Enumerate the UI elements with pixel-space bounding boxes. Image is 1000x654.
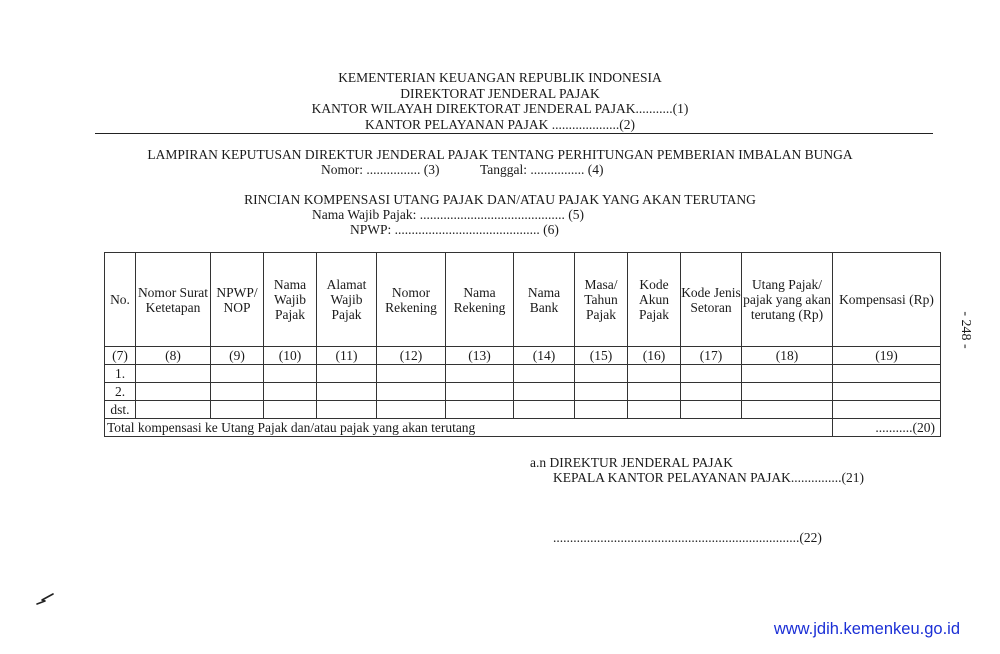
signature-an: a.n DIREKTUR JENDERAL PAJAK [530, 455, 734, 470]
header-ministry: KEMENTERIAN KEUANGAN REPUBLIK INDONESIA [338, 70, 662, 85]
rincian-nama-wp: Nama Wajib Pajak: ........................................... (5) [312, 207, 585, 222]
rincian-title: RINCIAN KOMPENSASI UTANG PAJAK DAN/ATAU PAJAK YANG AKAN TERUTANG [244, 192, 756, 207]
col-header: Alamat Wajib Pajak [317, 253, 377, 347]
lampiran-tanggal: Tanggal: ................ (4) [480, 162, 604, 177]
total-label: Total kompensasi ke Utang Pajak dan/atau pajak yang akan terutang [105, 419, 833, 437]
col-header: Nama Wajib Pajak [264, 253, 317, 347]
pen-mark-icon [36, 592, 54, 606]
website-link[interactable]: www.jdih.kemenkeu.go.id [773, 620, 960, 638]
col-header: Kompensasi (Rp) [833, 253, 941, 347]
col-number: (16) [628, 347, 681, 365]
col-header: NPWP/ NOP [211, 253, 264, 347]
page-number: - 248 - [958, 311, 973, 349]
row-number: 2. [105, 383, 136, 401]
col-header: Masa/ Tahun Pajak [575, 253, 628, 347]
col-number: (18) [742, 347, 833, 365]
header-directorate: DIREKTORAT JENDERAL PAJAK [400, 86, 600, 101]
column-number-row [105, 347, 941, 365]
rincian-table [104, 252, 941, 437]
rincian-npwp: NPWP: ........................................... (6) [350, 222, 559, 237]
col-number: (10) [264, 347, 317, 365]
total-value: ...........(20) [833, 419, 941, 437]
col-number: (8) [136, 347, 211, 365]
col-number: (9) [211, 347, 264, 365]
col-number: (11) [317, 347, 377, 365]
col-header: Nomor Surat Ketetapan [136, 253, 211, 347]
col-number: (17) [681, 347, 742, 365]
signature-kepala: KEPALA KANTOR PELAYANAN PAJAK...............(21) [553, 470, 865, 485]
header-divider [95, 133, 933, 134]
lampiran-title: LAMPIRAN KEPUTUSAN DIREKTUR JENDERAL PAJAK TENTANG PERHITUNGAN PEMBERIAN IMBALAN BUNGA [147, 147, 853, 162]
lampiran-nomor: Nomor: ................ (3) [321, 162, 440, 177]
signature-name: .........................................................................(22) [553, 530, 822, 545]
table-total-row [105, 419, 941, 437]
row-number: dst. [105, 401, 136, 419]
col-header: Nomor Rekening [377, 253, 446, 347]
table-header-row [105, 253, 941, 347]
row-number: 1. [105, 365, 136, 383]
col-number: (12) [377, 347, 446, 365]
col-header: Nama Bank [514, 253, 575, 347]
col-number: (7) [105, 347, 136, 365]
col-header: Nama Rekening [446, 253, 514, 347]
col-header: Kode Akun Pajak [628, 253, 681, 347]
col-number: (19) [833, 347, 941, 365]
col-header: Kode Jenis Setoran [681, 253, 742, 347]
header-tax-office: KANTOR PELAYANAN PAJAK ....................(2) [365, 117, 635, 132]
table-row [105, 365, 941, 383]
col-header: No. [105, 253, 136, 347]
table-row [105, 401, 941, 419]
header-regional-office: KANTOR WILAYAH DIREKTORAT JENDERAL PAJAK...........(1) [311, 101, 689, 116]
col-header: Utang Pajak/ pajak yang akan terutang (Rp) [742, 253, 833, 347]
col-number: (13) [446, 347, 514, 365]
table-row [105, 383, 941, 401]
col-number: (14) [514, 347, 575, 365]
col-number: (15) [575, 347, 628, 365]
